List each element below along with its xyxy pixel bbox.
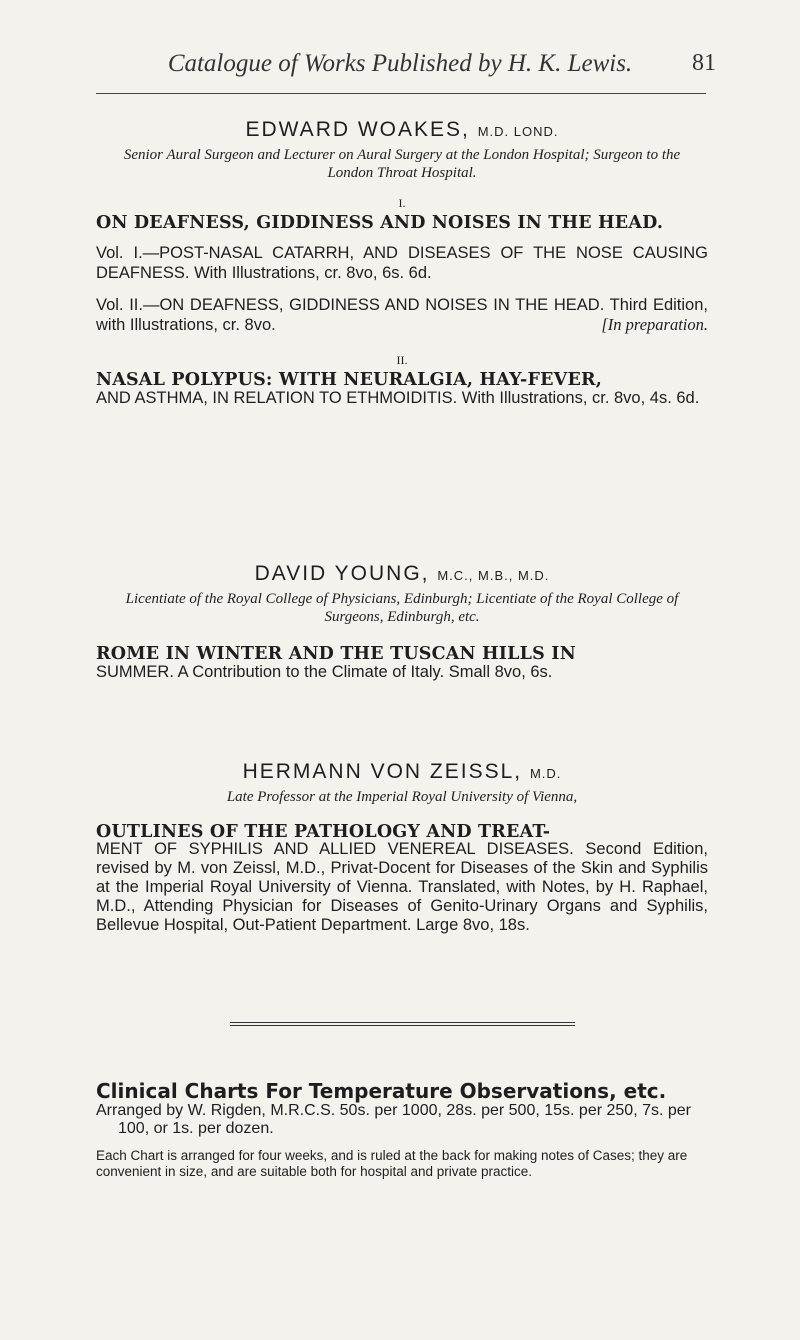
volume-entry [96,295,708,335]
preparation-status: [In preparation. [601,315,708,334]
entry-zeissl [96,760,708,935]
author-name-text: HERMANN VON ZEISSL, [242,760,523,783]
section-divider [230,1022,575,1028]
running-title: Catalogue of Works Published by H. K. Lewis. [167,50,633,77]
author-name [96,760,708,784]
entry-clinical-charts [96,1080,708,1180]
page-number: 81 [692,50,716,76]
work-description: MENT OF SYPHILIS AND ALLIED VENEREAL DISEASES. Second Edition, revised by M. von Zeissl, M.D., Privat-Docent for Diseases of the Skin and Syphilis at the Imperial Royal University of Vienna. Translated, with Notes, by H. Raphael, M.D., Attending Physician for Diseases of Genito-Urinary Organs and Syphilis, Bellevue Hospital, Out-Patient Department. Large 8vo, 18s. [96,840,708,934]
author-degree: M.C., M.B., M.D. [437,568,550,583]
author-degree: M.D. [529,766,562,781]
work-title: ON DEAFNESS, GIDDINESS AND NOISES IN THE HEAD. [96,213,664,233]
author-name [96,118,708,142]
author-name [96,562,708,586]
author-name-text: DAVID YOUNG, [254,562,430,585]
charts-note: Each Chart is arranged for four weeks, and is ruled at the back for making notes of Cases; they are convenient in size, and are suitable both for hospital and private practice. [96,1148,688,1179]
author-credentials: Licentiate of the Royal College of Physicians, Edinburgh; Licentiate of the Royal College of Surgeons, Edinburgh, etc. [125,591,679,625]
author-name-text: EDWARD WOAKES, [245,118,470,141]
work-title: OUTLINES OF THE PATHOLOGY AND TREAT- [96,822,551,842]
work-title: NASAL POLYPUS: WITH NEURALGIA, HAY-FEVER, [96,370,603,390]
charts-description: Arranged by W. Rigden, M.R.C.S. 50s. per 1000, 28s. per 500, 15s. per 250, 7s. per 100, or 1s. per dozen. [96,1102,691,1137]
work-description: AND ASTHMA, IN RELATION TO ETHMOIDITIS. With Illustrations, cr. 8vo, 4s. 6d. [96,389,700,407]
work-description: SUMMER. A Contribution to the Climate of Italy. Small 8vo, 6s. [96,663,553,681]
work-numeral: I. [398,196,406,210]
entry-young [96,562,708,682]
charts-title: Clinical Charts For Temperature Observations, etc. [96,1079,667,1103]
author-credentials: Senior Aural Surgeon and Lecturer on Aural Surgery at the London Hospital; Surgeon to the London Throat Hospital. [123,147,681,181]
entry-woakes [96,118,708,408]
volume-entry: Vol. I.—POST-NASAL CATARRH, AND DISEASES OF THE NOSE CAUSING DEAFNESS. With Illustrations, cr. 8vo, 6s. 6d. [96,244,708,282]
author-degree: M.D. LOND. [477,124,559,139]
work-numeral: II. [396,353,408,367]
author-credentials: Late Professor at the Imperial Royal University of Vienna, [226,789,578,805]
work-title: ROME IN WINTER AND THE TUSCAN HILLS IN [96,644,576,664]
header-rule [96,93,706,94]
volume-entry-text: Vol. II.—ON DEAFNESS, GIDDINESS AND NOISES IN THE HEAD. Third Edition, with Illustrations, cr. 8vo. [96,296,708,334]
